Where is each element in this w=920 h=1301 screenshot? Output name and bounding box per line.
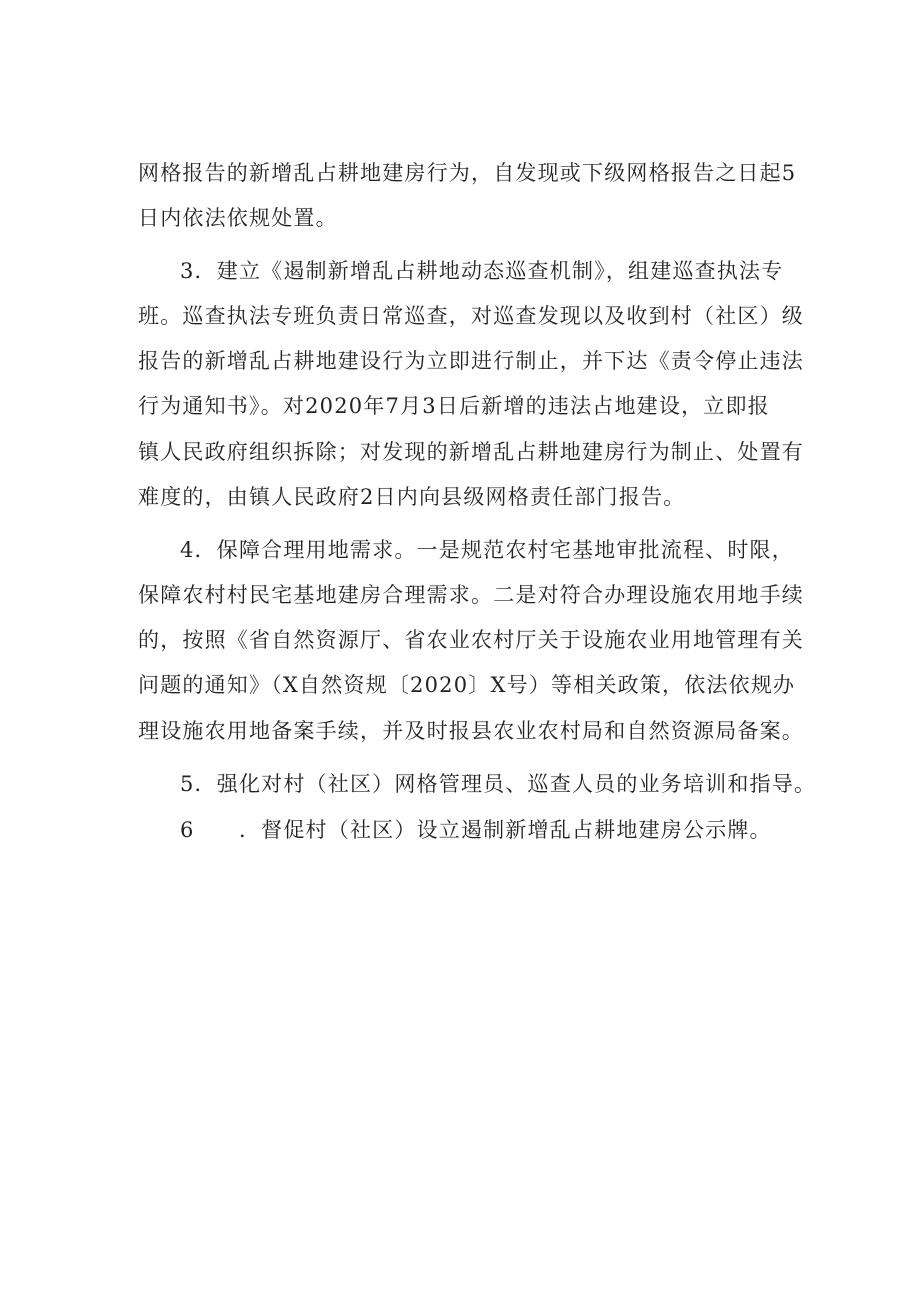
text-line-15: 6 ．督促村（社区）设立遏制新增乱占耕地建房公示牌。 xyxy=(180,818,772,842)
text-line-10: 保障农村村民宅基地建房合理需求。二是对符合办理设施农用地手续 xyxy=(138,583,804,607)
text-line-12: 问题的通知》（X自然资规〔2020〕X号）等相关政策，依法依规办 xyxy=(138,673,796,697)
text-line-5: 报告的新增乱占耕地建设行为立即进行制止，并下达《责令停止违法 xyxy=(138,349,804,373)
text-line-1: 网格报告的新增乱占耕地建房行为，自发现或下级网格报告之日起5 xyxy=(138,161,797,185)
text-line-4: 班。巡查执法专班负责日常巡查，对巡查发现以及收到村（社区）级 xyxy=(138,304,804,328)
text-line-11: 的，按照《省自然资源厅、省农业农村厅关于设施农业用地管理有关 xyxy=(138,628,804,652)
text-line-3: 3．建立《遏制新增乱占耕地动态巡查机制》，组建巡查执法专 xyxy=(180,259,784,283)
text-line-13: 理设施农用地备案手续，并及时报县农业农村局和自然资源局备案。 xyxy=(138,719,804,743)
text-line-6: 行为通知书》。对2020年7月3日后新增的违法占地建设，立即报 xyxy=(138,394,770,418)
text-line-14: 5．强化对村（社区）网格管理员、巡查人员的业务培训和指导。 xyxy=(180,772,817,796)
text-line-7: 镇人民政府组织拆除；对发现的新增乱占耕地建房行为制止、处置有 xyxy=(138,440,804,464)
text-line-9: 4．保障合理用地需求。一是规范农村宅基地审批流程、时限， xyxy=(180,538,794,562)
text-line-2: 日内依法依规处置。 xyxy=(138,206,338,230)
text-line-8: 难度的，由镇人民政府2日内向县级网格责任部门报告。 xyxy=(138,485,686,509)
